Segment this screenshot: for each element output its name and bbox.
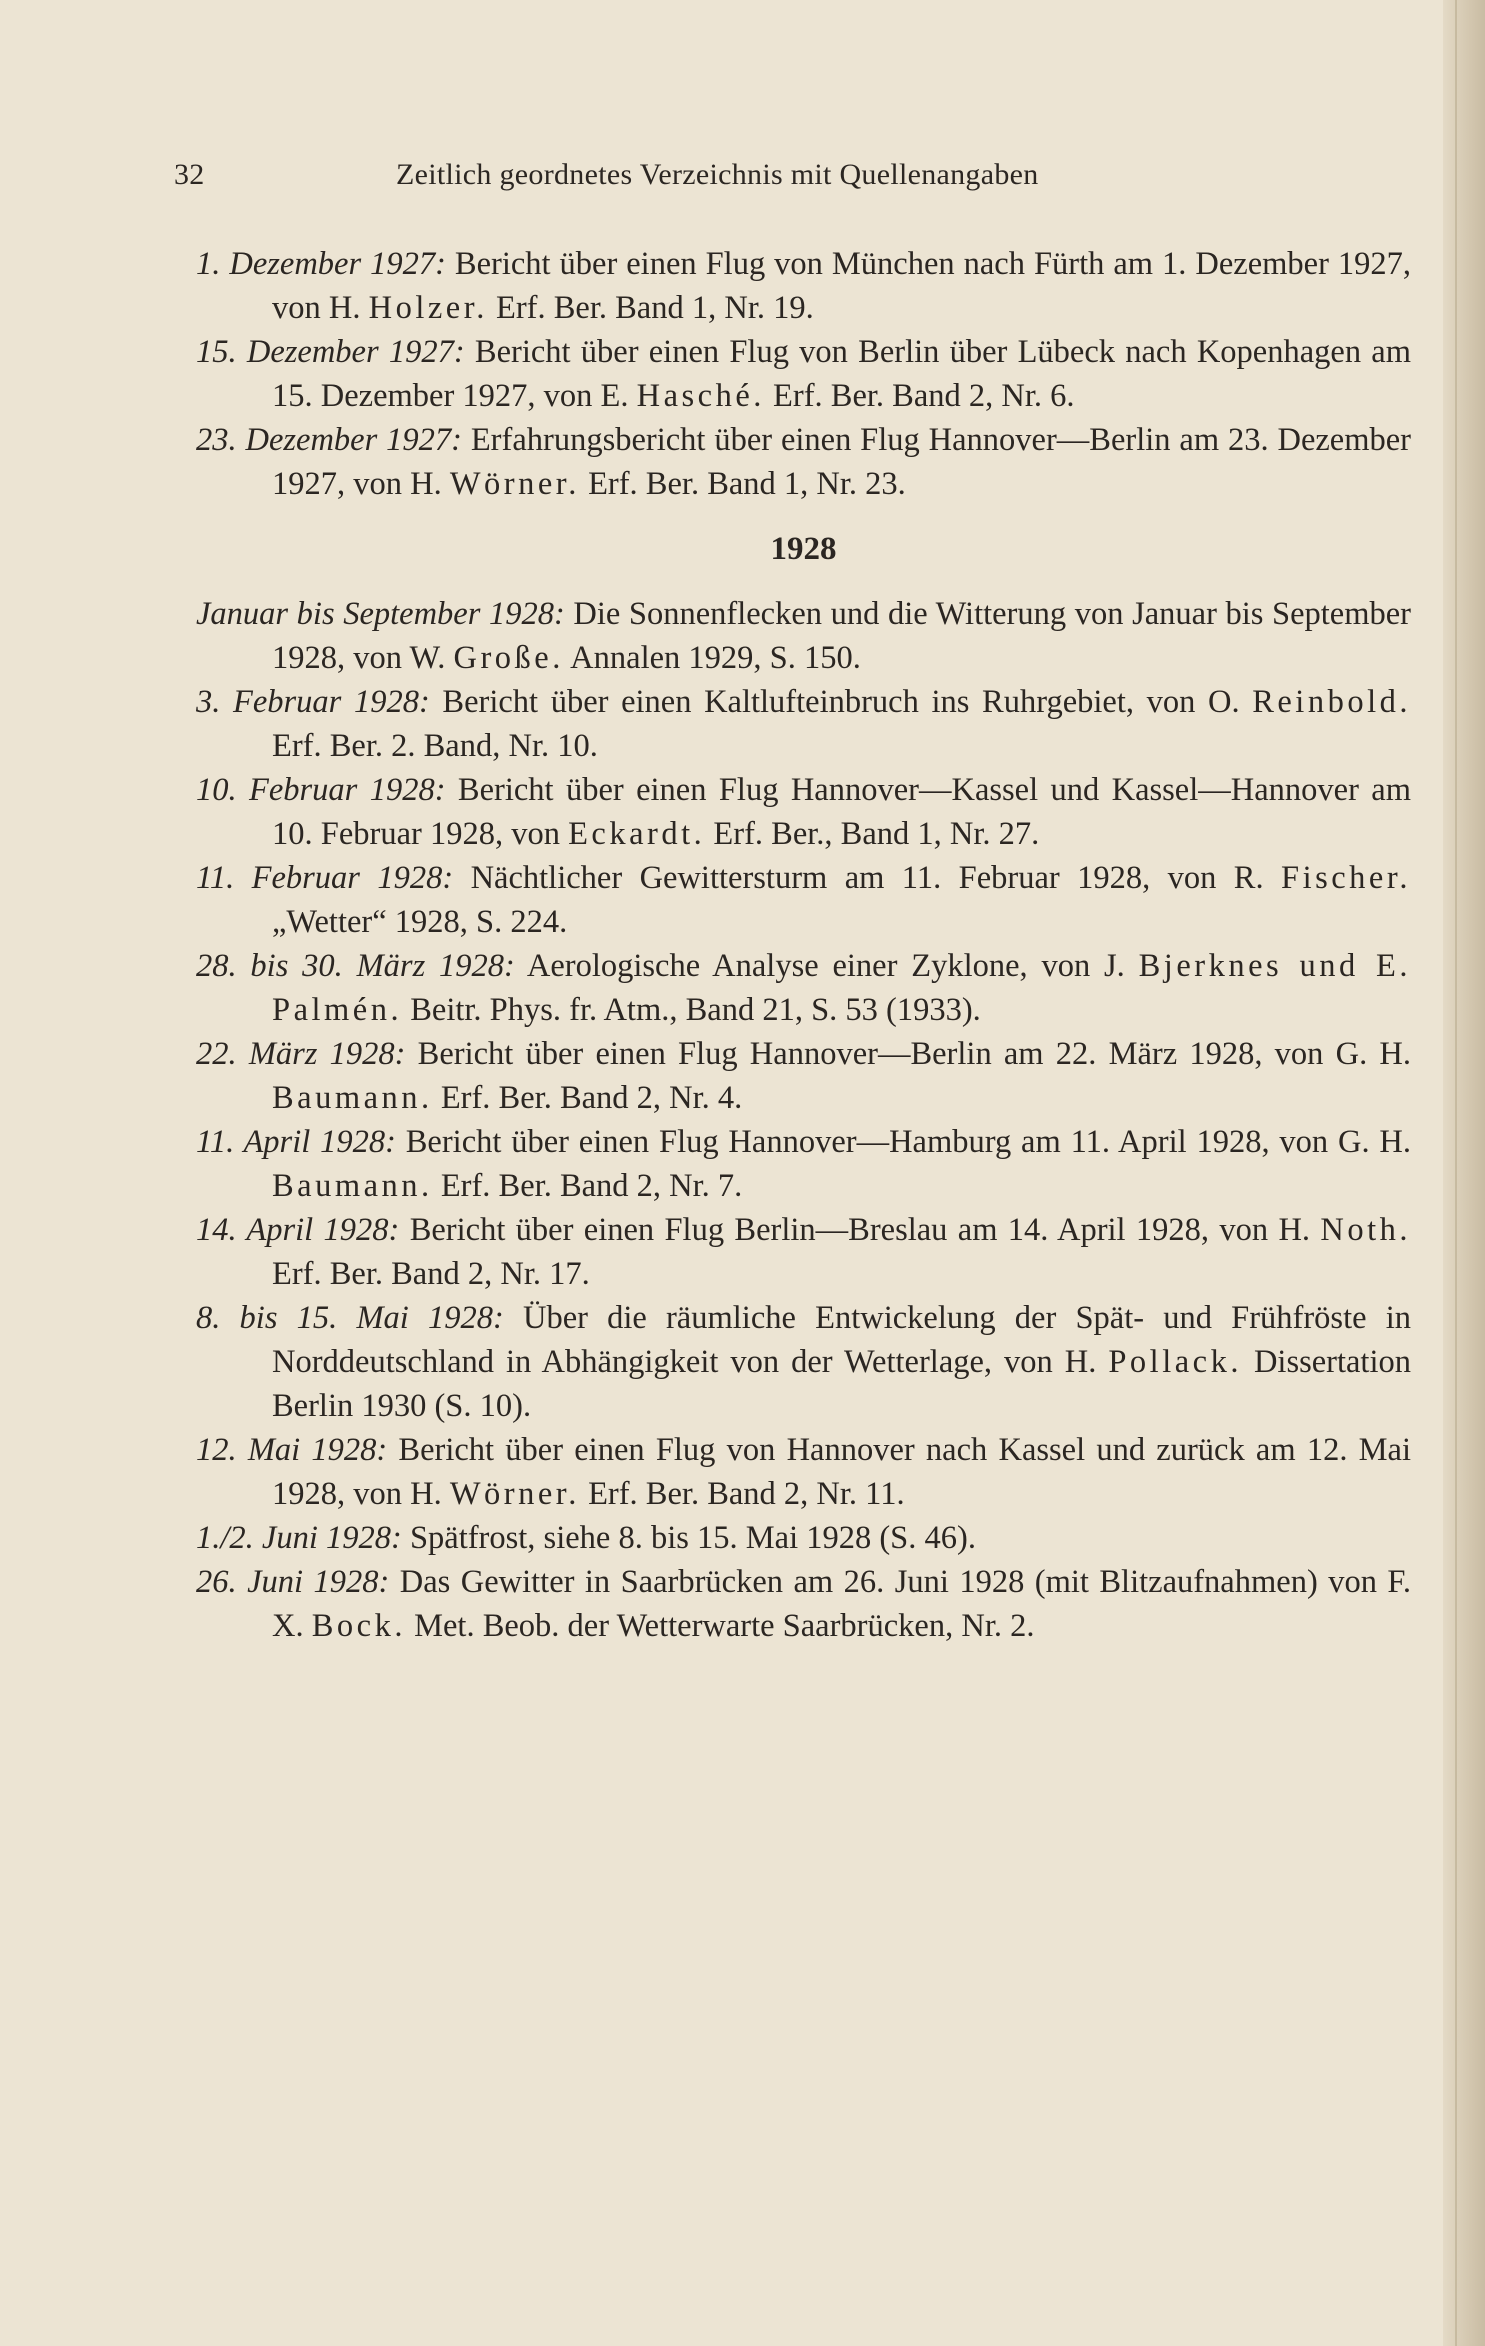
entry-date: 26. Juni 1928: (196, 1564, 390, 1600)
entry-source: Erf. Ber. Band 2, Nr. 6. (773, 378, 1075, 414)
entries-1927 (196, 242, 1411, 506)
entry-author: Noth. (1320, 1212, 1412, 1248)
entries-1928 (196, 592, 1411, 1648)
entry-source: Erf. Ber. Band 2, Nr. 7. (440, 1168, 743, 1204)
entry-source: Erf. Ber. Band 2, Nr. 4. (440, 1080, 743, 1116)
entry-author: Bjerknes und E. Palmén. (272, 948, 1411, 1028)
list-entry (196, 1120, 1411, 1208)
entry-author: Reinbold. (1252, 684, 1411, 720)
list-entry (196, 1516, 1411, 1560)
list-entry (196, 592, 1411, 680)
entry-author: Hasché. (636, 378, 765, 414)
entry-text: Das Gewitter in Saarbrücken am 26. Juni 1928 (mit Blitzaufnahmen) von F. X. (272, 1564, 1412, 1644)
list-entry (196, 1428, 1411, 1516)
entry-date: 23. Dezember 1927: (196, 422, 462, 458)
entry-date: 14. April 1928: (196, 1212, 400, 1248)
entry-text: Die Sonnenflecken und die Witterung von Januar bis September 1928, von W. (272, 596, 1411, 676)
entry-text: Bericht über einen Flug Berlin—Breslau am 14. April 1928, von H. (409, 1212, 1311, 1248)
list-entry (196, 330, 1411, 418)
entry-source: Dissertation Berlin 1930 (S. 10). (272, 1344, 1411, 1424)
entry-source: Erf. Ber. Band 2, Nr. 11. (588, 1476, 905, 1512)
list-entry (196, 1560, 1411, 1648)
entry-author: Wörner. (449, 466, 580, 502)
entry-date: 28. bis 30. März 1928: (196, 948, 515, 984)
entry-text: Spätfrost, siehe 8. bis 15. Mai 1928 (S. 46). (409, 1520, 976, 1556)
entry-text: Bericht über einen Flug von Berlin über Lübeck nach Kopenhagen am 15. Dezember 1927, von E. (272, 334, 1411, 414)
entry-date: Januar bis September 1928: (196, 596, 565, 632)
entry-text: Bericht über einen Flug Hannover—Kassel und Kassel—Hannover am 10. Februar 1928, von (272, 772, 1411, 852)
page-number: 32 (174, 158, 205, 191)
entry-date: 22. März 1928: (196, 1036, 406, 1072)
entry-author: Pollack. (1108, 1344, 1242, 1380)
list-entry (196, 680, 1411, 768)
entry-date: 1. Dezember 1927: (196, 246, 446, 282)
entry-source: Erf. Ber. Band 1, Nr. 23. (588, 466, 906, 502)
entry-date: 8. bis 15. Mai 1928: (196, 1300, 504, 1336)
entry-source: Annalen 1929, S. 150. (570, 640, 861, 676)
entry-author: Baumann. (272, 1080, 433, 1116)
entry-text: Erfahrungsbericht über einen Flug Hannover—Berlin am 23. Dezember 1927, von H. (272, 422, 1411, 502)
list-entry (196, 1296, 1411, 1428)
page-edge-shadow (1443, 0, 1485, 2346)
entry-text: Bericht über einen Flug Hannover—Hamburg am 11. April 1928, von G. H. (405, 1124, 1411, 1160)
entry-source: Beitr. Phys. fr. Atm., Band 21, S. 53 (1933). (410, 992, 981, 1028)
entry-source: Met. Beob. der Wetterwarte Saarbrücken, Nr. 2. (414, 1608, 1035, 1644)
entry-author: Große. (453, 640, 564, 676)
entry-author: Baumann. (272, 1168, 433, 1204)
running-title: Zeitlich geordnetes Verzeichnis mit Quellenangaben (396, 158, 1039, 191)
entry-text: Bericht über einen Flug Hannover—Berlin am 22. März 1928, von G. H. (417, 1036, 1411, 1072)
entry-author: Bock. (311, 1608, 406, 1644)
entry-text: Aerologische Analyse einer Zyklone, von J. (526, 948, 1125, 984)
entry-author: Holzer. (368, 290, 488, 326)
entry-date: 11. Februar 1928: (196, 860, 454, 896)
list-entry (196, 242, 1411, 330)
entry-source: „Wetter“ 1928, S. 224. (272, 904, 568, 940)
list-entry (196, 856, 1411, 944)
entry-source: Erf. Ber. 2. Band, Nr. 10. (272, 728, 598, 764)
entry-date: 1./2. Juni 1928: (196, 1520, 402, 1556)
entry-author: Fischer. (1281, 860, 1412, 896)
year-heading-1928: 1928 (770, 531, 837, 567)
list-entry (196, 1032, 1411, 1120)
entry-date: 12. Mai 1928: (196, 1432, 388, 1468)
entry-date: 3. Februar 1928: (196, 684, 430, 720)
entry-text: Bericht über einen Flug von Hannover nach Kassel und zurück am 12. Mai 1928, von H. (272, 1432, 1411, 1512)
list-entry (196, 944, 1411, 1032)
entry-text: Bericht über einen Flug von München nach Fürth am 1. Dezember 1927, von H. (272, 246, 1411, 326)
entry-date: 10. Februar 1928: (196, 772, 446, 808)
entry-source: Erf. Ber. Band 2, Nr. 17. (272, 1256, 590, 1292)
entry-date: 15. Dezember 1927: (196, 334, 465, 370)
list-entry (196, 768, 1411, 856)
page-edge-line (1455, 0, 1457, 2346)
entry-text: Nächtlicher Gewittersturm am 11. Februar 1928, von R. (470, 860, 1264, 896)
entry-source: Erf. Ber. Band 1, Nr. 19. (496, 290, 814, 326)
entry-author: Wörner. (449, 1476, 580, 1512)
entry-date: 11. April 1928: (196, 1124, 396, 1160)
list-entry (196, 418, 1411, 506)
entry-text: Über die räumliche Entwickelung der Spät- und Frühfröste in Norddeutschland in Abhängigkeit von der Wetterlage, von H. (272, 1300, 1411, 1380)
entry-text: Bericht über einen Kaltlufteinbruch ins Ruhrgebiet, von O. (442, 684, 1240, 720)
entry-source: Erf. Ber., Band 1, Nr. 27. (713, 816, 1040, 852)
chronological-list (196, 242, 1411, 1648)
list-entry (196, 1208, 1411, 1296)
page-header (174, 158, 1214, 198)
entry-author: Eckardt. (568, 816, 706, 852)
